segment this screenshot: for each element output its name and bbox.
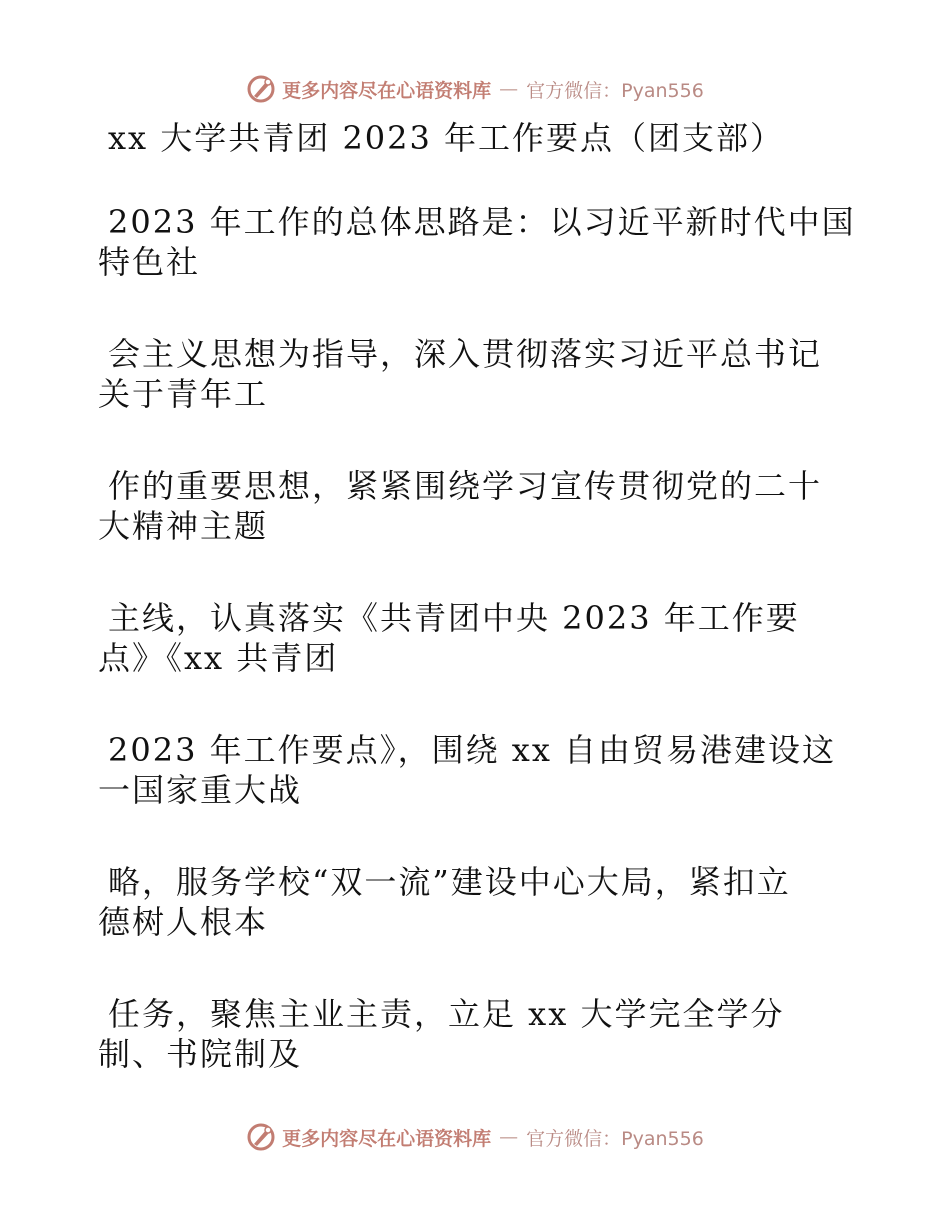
header-watermark (0, 74, 950, 104)
watermark-main-text: 更多内容尽在心语资料库 (282, 1127, 492, 1150)
paragraph-line: 点》《xx 共青团 (98, 639, 339, 677)
paragraph-line: 作的重要思想，紧紧围绕学习宣传贯彻党的二十 (108, 467, 823, 505)
pen-in-circle-logo-icon (246, 1122, 276, 1152)
paragraph-5 (98, 730, 858, 810)
paragraph-line: 略，服务学校“双一流”建设中心大局，紧扣立 (108, 863, 791, 901)
paragraph-line: 德树人根本 (98, 903, 269, 941)
watermark-sub-text: 官方微信：Pyan556 (526, 1127, 704, 1150)
paragraph-line: 制、书院制及 (98, 1035, 303, 1073)
paragraph-line: 主线，认真落实《共青团中央 2023 年工作要 (108, 599, 800, 637)
watermark-separator: — (499, 1126, 519, 1148)
paragraph-3 (98, 466, 858, 546)
paragraph-1 (98, 202, 858, 282)
pen-in-circle-logo-icon (246, 74, 276, 104)
watermark-sub-text: 官方微信：Pyan556 (526, 79, 704, 102)
paragraph-line: 一国家重大战 (98, 771, 303, 809)
paragraph-line: 任务，聚焦主业主责，立足 xx 大学完全学分 (108, 995, 785, 1033)
paragraph-line: 关于青年工 (98, 375, 269, 413)
paragraph-line: 会主义思想为指导，深入贯彻落实习近平总书记 (108, 335, 823, 373)
paragraph-4 (98, 598, 858, 678)
document-body (98, 118, 858, 1126)
footer-watermark (0, 1122, 950, 1152)
paragraph-line: 2023 年工作要点》，围绕 xx 自由贸易港建设这 (108, 731, 837, 769)
paragraph-line: 2023 年工作的总体思路是：以习近平新时代中国 (108, 203, 856, 241)
paragraph-7 (98, 994, 858, 1074)
paragraph-2 (98, 334, 858, 414)
document-title: xx 大学共青团 2023 年工作要点（团支部） (108, 119, 785, 157)
watermark-separator: — (499, 78, 519, 100)
paragraph-line: 特色社 (98, 243, 201, 281)
paragraph-line: 大精神主题 (98, 507, 269, 545)
watermark-main-text: 更多内容尽在心语资料库 (282, 79, 492, 102)
paragraph-6 (98, 862, 858, 942)
